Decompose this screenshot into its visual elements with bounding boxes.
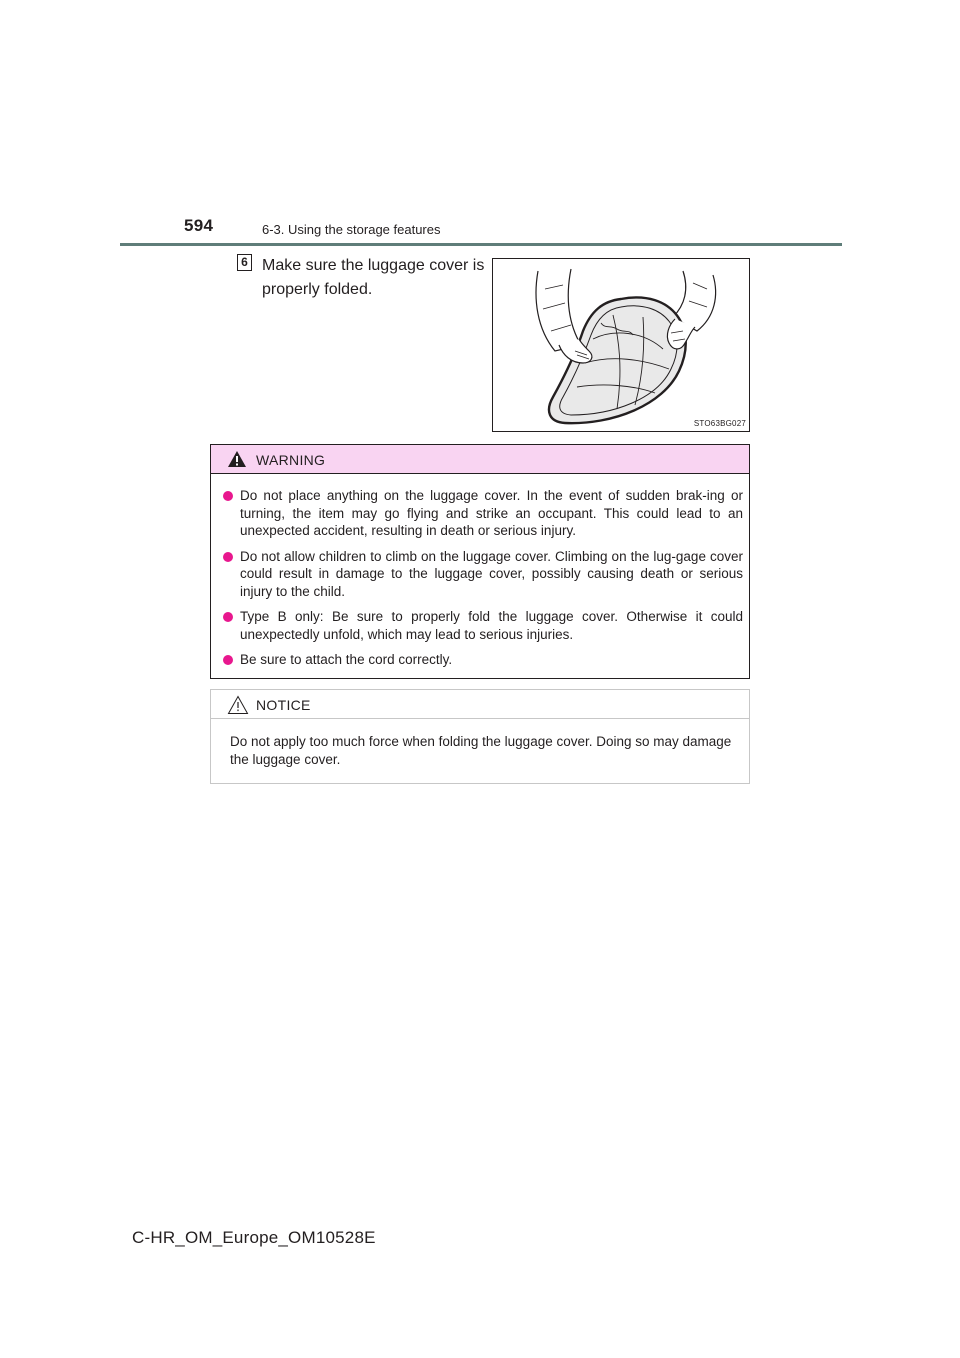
warning-item — [223, 548, 743, 601]
header-rule — [120, 243, 842, 246]
warning-label: WARNING — [256, 452, 326, 468]
warning-item — [223, 608, 743, 643]
luggage-cover-illustration — [492, 258, 750, 432]
warning-triangle-icon — [227, 450, 247, 473]
warning-item-text: Type B only: Be sure to properly fold the luggage cover. Otherwise it could unexpectedly unfold, which may lead to serious injuries. — [240, 609, 743, 642]
bullet-dot-icon — [223, 552, 233, 562]
notice-text: Do not apply too much force when folding the luggage cover. Doing so may damage the luggage cover. — [230, 734, 732, 767]
step-instruction: Make sure the luggage cover is properly folded. — [262, 257, 485, 298]
bullet-dot-icon — [223, 655, 233, 665]
page-number: 594 — [184, 216, 214, 235]
warning-item-text: Be sure to attach the cord correctly. — [240, 652, 453, 667]
warning-box — [210, 444, 750, 679]
warning-item-text: Do not allow children to climb on the luggage cover. Climbing on the lug-gage cover could result in damage to the luggage cover, possibly causing death or serious injury to the child. — [240, 548, 743, 599]
warning-header — [211, 445, 749, 474]
notice-triangle-icon — [227, 695, 249, 720]
folding-hands-drawing — [493, 259, 749, 431]
notice-label: NOTICE — [256, 697, 311, 713]
warning-item — [223, 487, 743, 540]
warning-item — [223, 651, 743, 669]
notice-header — [211, 690, 749, 719]
footer-document-id: C-HR_OM_Europe_OM10528E — [132, 1228, 376, 1247]
notice-box — [210, 689, 750, 784]
figure-code: STO63BG027 — [693, 419, 746, 428]
bullet-dot-icon — [223, 491, 233, 501]
warning-list — [223, 487, 743, 677]
section-title: 6-3. Using the storage features — [262, 222, 441, 237]
bullet-dot-icon — [223, 612, 233, 622]
step-number-badge: 6 — [237, 254, 252, 271]
warning-item-text: Do not place anything on the luggage cover. In the event of sudden brak-ing or turning, the item may go flying and strike an occupant. This could lead to an unexpected accident, resulting in death or serious injury. — [240, 488, 743, 538]
